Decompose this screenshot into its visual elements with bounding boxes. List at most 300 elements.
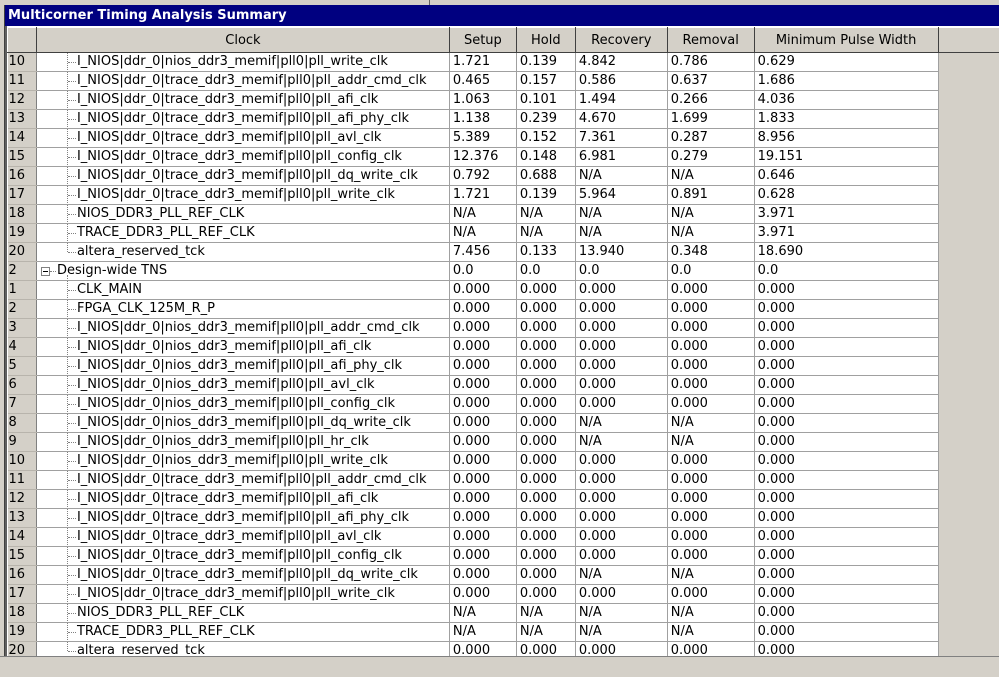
recovery-cell: 4.670 — [575, 110, 667, 129]
tree-connector — [37, 186, 77, 204]
table-row[interactable] — [8, 167, 999, 186]
mpw-cell: 0.628 — [754, 186, 938, 205]
removal-cell: 0.000 — [667, 357, 754, 376]
clock-cell — [36, 205, 449, 224]
clock-name: I_NIOS|ddr_0|nios_ddr3_memif|pll0|pll_afi_phy_clk — [77, 358, 402, 373]
tree-line — [68, 119, 76, 120]
row-filler — [938, 281, 999, 300]
mpw-cell: 0.646 — [754, 167, 938, 186]
mpw-cell: 0.000 — [754, 642, 938, 657]
tree-line — [68, 290, 76, 291]
recovery-cell: N/A — [575, 604, 667, 623]
header-setup[interactable]: Setup — [449, 28, 516, 53]
row-filler — [938, 604, 999, 623]
setup-cell: 0.0 — [449, 262, 516, 281]
recovery-cell: 0.000 — [575, 585, 667, 604]
table-row[interactable] — [8, 148, 999, 167]
tree-line — [68, 176, 76, 177]
hold-cell: 0.000 — [516, 471, 575, 490]
clock-name: I_NIOS|ddr_0|nios_ddr3_memif|pll0|pll_write_clk — [77, 54, 388, 69]
header-corner[interactable] — [8, 28, 37, 53]
setup-cell: 0.000 — [449, 471, 516, 490]
removal-cell: N/A — [667, 433, 754, 452]
tree-connector — [37, 72, 77, 90]
hold-cell: 0.133 — [516, 243, 575, 262]
tree-line — [68, 328, 76, 329]
removal-cell: 0.000 — [667, 528, 754, 547]
clock-cell — [36, 91, 449, 110]
tree-connector — [37, 281, 77, 299]
table-row[interactable] — [8, 72, 999, 91]
row-index: 13 — [8, 509, 37, 528]
tree-line — [68, 499, 76, 500]
hold-cell: N/A — [516, 623, 575, 642]
table-row[interactable] — [8, 528, 999, 547]
tree-connector — [37, 243, 77, 261]
tree-line — [67, 243, 68, 252]
mpw-cell: 0.000 — [754, 319, 938, 338]
hold-cell: 0.000 — [516, 452, 575, 471]
recovery-cell: 1.494 — [575, 91, 667, 110]
row-index: 10 — [8, 452, 37, 471]
tree-line — [68, 81, 76, 82]
tree-line — [68, 575, 76, 576]
recovery-cell: 0.000 — [575, 338, 667, 357]
recovery-cell: 0.000 — [575, 471, 667, 490]
row-index: 20 — [8, 243, 37, 262]
tree-connector — [37, 395, 77, 413]
clock-name: I_NIOS|ddr_0|trace_ddr3_memif|pll0|pll_afi_clk — [77, 92, 378, 107]
setup-cell: 0.000 — [449, 395, 516, 414]
clock-name: NIOS_DDR3_PLL_REF_CLK — [77, 605, 244, 620]
table-row[interactable] — [8, 471, 999, 490]
row-filler — [938, 53, 999, 72]
table-row[interactable] — [8, 490, 999, 509]
setup-cell: 0.792 — [449, 167, 516, 186]
row-filler — [938, 433, 999, 452]
header-clock[interactable]: Clock — [36, 28, 449, 53]
clock-cell — [36, 129, 449, 148]
row-filler — [938, 91, 999, 110]
mpw-cell: 3.971 — [754, 205, 938, 224]
removal-cell: 0.348 — [667, 243, 754, 262]
table-row[interactable] — [8, 547, 999, 566]
clock-name: I_NIOS|ddr_0|nios_ddr3_memif|pll0|pll_addr_cmd_clk — [77, 320, 420, 335]
removal-cell: 0.000 — [667, 300, 754, 319]
mpw-cell: 0.000 — [754, 414, 938, 433]
hold-cell: 0.000 — [516, 376, 575, 395]
setup-cell: 5.389 — [449, 129, 516, 148]
table-row[interactable] — [8, 91, 999, 110]
clock-cell — [36, 623, 449, 642]
hold-cell: 0.000 — [516, 414, 575, 433]
table-row[interactable] — [8, 186, 999, 205]
recovery-cell: N/A — [575, 433, 667, 452]
row-filler — [938, 167, 999, 186]
setup-cell: 0.465 — [449, 72, 516, 91]
row-filler — [938, 148, 999, 167]
hold-cell: 0.000 — [516, 281, 575, 300]
clock-cell — [36, 433, 449, 452]
hold-cell: 0.148 — [516, 148, 575, 167]
table-row[interactable] — [8, 129, 999, 148]
clock-name: I_NIOS|ddr_0|trace_ddr3_memif|pll0|pll_dq_write_clk — [77, 168, 418, 183]
clock-name: I_NIOS|ddr_0|trace_ddr3_memif|pll0|pll_write_clk — [77, 586, 395, 601]
tree-connector — [37, 148, 77, 166]
clock-cell — [36, 319, 449, 338]
setup-cell: 0.000 — [449, 414, 516, 433]
row-filler — [938, 566, 999, 585]
clock-cell — [36, 471, 449, 490]
recovery-cell: N/A — [575, 566, 667, 585]
table-row[interactable] — [8, 319, 999, 338]
tree-connector — [37, 566, 77, 584]
tree-line — [68, 157, 76, 158]
row-filler — [938, 357, 999, 376]
clock-cell — [36, 414, 449, 433]
table-row[interactable] — [8, 623, 999, 642]
row-filler — [938, 623, 999, 642]
removal-cell: 0.000 — [667, 471, 754, 490]
recovery-cell: 5.964 — [575, 186, 667, 205]
clock-name: I_NIOS|ddr_0|nios_ddr3_memif|pll0|pll_hr_clk — [77, 434, 369, 449]
clock-cell — [36, 376, 449, 395]
removal-cell: N/A — [667, 205, 754, 224]
table-row[interactable] — [8, 414, 999, 433]
header-mpw[interactable]: Minimum Pulse Width — [754, 28, 938, 53]
hold-cell: 0.000 — [516, 528, 575, 547]
recovery-cell: N/A — [575, 205, 667, 224]
removal-cell: 1.699 — [667, 110, 754, 129]
row-index: 17 — [8, 186, 37, 205]
hold-cell: N/A — [516, 604, 575, 623]
clock-cell — [36, 262, 449, 281]
mpw-cell: 0.629 — [754, 53, 938, 72]
hold-cell: 0.000 — [516, 642, 575, 657]
row-index: 19 — [8, 224, 37, 243]
tree-line — [68, 518, 76, 519]
header-recovery[interactable]: Recovery — [575, 28, 667, 53]
tree-line — [50, 271, 56, 272]
mpw-cell: 0.000 — [754, 471, 938, 490]
clock-name: CLK_MAIN — [77, 282, 142, 297]
mpw-cell: 1.686 — [754, 72, 938, 91]
clock-name: I_NIOS|ddr_0|trace_ddr3_memif|pll0|pll_avl_clk — [77, 130, 381, 145]
setup-cell: 0.000 — [449, 585, 516, 604]
tree-line — [68, 461, 76, 462]
mpw-cell: 0.000 — [754, 338, 938, 357]
removal-cell: 0.287 — [667, 129, 754, 148]
setup-cell: 0.000 — [449, 490, 516, 509]
setup-cell: 0.000 — [449, 376, 516, 395]
clock-name: I_NIOS|ddr_0|trace_ddr3_memif|pll0|pll_afi_phy_clk — [77, 111, 409, 126]
clock-name: I_NIOS|ddr_0|trace_ddr3_memif|pll0|pll_avl_clk — [77, 529, 381, 544]
removal-cell: 0.000 — [667, 547, 754, 566]
clock-cell — [36, 338, 449, 357]
table-row[interactable] — [8, 357, 999, 376]
removal-cell: N/A — [667, 414, 754, 433]
removal-cell: 0.000 — [667, 452, 754, 471]
setup-cell: 0.000 — [449, 452, 516, 471]
hold-cell: 0.157 — [516, 72, 575, 91]
row-filler — [938, 642, 999, 657]
tree-connector — [37, 338, 77, 356]
setup-cell: 0.000 — [449, 547, 516, 566]
removal-cell: 0.266 — [667, 91, 754, 110]
tree-line — [68, 442, 76, 443]
table-row[interactable] — [8, 205, 999, 224]
tree-expander[interactable] — [37, 262, 57, 280]
mpw-cell: 0.000 — [754, 376, 938, 395]
mpw-cell: 0.000 — [754, 566, 938, 585]
tree-line — [68, 556, 76, 557]
clock-cell — [36, 528, 449, 547]
tree-line — [68, 651, 76, 652]
row-filler — [938, 395, 999, 414]
table-row[interactable] — [8, 262, 999, 281]
table-row[interactable] — [8, 243, 999, 262]
clock-name: I_NIOS|ddr_0|trace_ddr3_memif|pll0|pll_addr_cmd_clk — [77, 73, 427, 88]
clock-name: I_NIOS|ddr_0|nios_ddr3_memif|pll0|pll_afi_clk — [77, 339, 371, 354]
clock-cell — [36, 224, 449, 243]
hold-cell: 0.139 — [516, 186, 575, 205]
tree-connector — [37, 528, 77, 546]
setup-cell: 1.063 — [449, 91, 516, 110]
setup-cell: 7.456 — [449, 243, 516, 262]
removal-cell: 0.000 — [667, 509, 754, 528]
clock-name: NIOS_DDR3_PLL_REF_CLK — [77, 206, 244, 221]
setup-cell: 0.000 — [449, 357, 516, 376]
clock-name: TRACE_DDR3_PLL_REF_CLK — [77, 225, 255, 240]
row-filler — [938, 72, 999, 91]
removal-cell: 0.786 — [667, 53, 754, 72]
mpw-cell: 18.690 — [754, 243, 938, 262]
timing-summary-window — [4, 5, 999, 656]
mpw-cell: 0.000 — [754, 452, 938, 471]
tree-connector — [37, 167, 77, 185]
mpw-cell: 0.000 — [754, 585, 938, 604]
recovery-cell: 0.0 — [575, 262, 667, 281]
recovery-cell: 13.940 — [575, 243, 667, 262]
tree-connector — [37, 224, 77, 242]
table-row[interactable] — [8, 53, 999, 72]
table-row[interactable] — [8, 281, 999, 300]
hold-cell: 0.000 — [516, 509, 575, 528]
hold-cell: 0.000 — [516, 300, 575, 319]
row-index: 15 — [8, 148, 37, 167]
row-index: 2 — [8, 300, 37, 319]
recovery-cell: 7.361 — [575, 129, 667, 148]
row-index: 14 — [8, 129, 37, 148]
tree-line — [68, 613, 76, 614]
tree-line — [68, 423, 76, 424]
removal-cell: 0.000 — [667, 376, 754, 395]
row-index: 3 — [8, 319, 37, 338]
setup-cell: N/A — [449, 604, 516, 623]
mpw-cell: 0.000 — [754, 357, 938, 376]
hold-cell: 0.000 — [516, 357, 575, 376]
clock-name: I_NIOS|ddr_0|nios_ddr3_memif|pll0|pll_dq_write_clk — [77, 415, 411, 430]
setup-cell: 0.000 — [449, 338, 516, 357]
removal-cell: N/A — [667, 224, 754, 243]
table-row[interactable] — [8, 604, 999, 623]
tree-line — [68, 309, 76, 310]
setup-cell: 0.000 — [449, 509, 516, 528]
tree-line — [68, 252, 76, 253]
clock-cell — [36, 167, 449, 186]
hold-cell: 0.000 — [516, 585, 575, 604]
recovery-cell: 6.981 — [575, 148, 667, 167]
clock-cell — [36, 53, 449, 72]
setup-cell: 1.721 — [449, 186, 516, 205]
table-row[interactable] — [8, 110, 999, 129]
row-index: 13 — [8, 110, 37, 129]
table-row[interactable] — [8, 300, 999, 319]
tree-connector — [37, 585, 77, 603]
row-index: 18 — [8, 205, 37, 224]
mpw-cell: 0.000 — [754, 281, 938, 300]
clock-name: I_NIOS|ddr_0|nios_ddr3_memif|pll0|pll_config_clk — [77, 396, 395, 411]
row-filler — [938, 319, 999, 338]
clock-cell — [36, 585, 449, 604]
row-filler — [938, 528, 999, 547]
removal-cell: 0.000 — [667, 642, 754, 657]
removal-cell: N/A — [667, 167, 754, 186]
hold-cell: 0.000 — [516, 338, 575, 357]
setup-cell: 12.376 — [449, 148, 516, 167]
mpw-cell: 0.000 — [754, 300, 938, 319]
recovery-cell: 0.000 — [575, 319, 667, 338]
recovery-cell: 0.000 — [575, 490, 667, 509]
table-row[interactable] — [8, 642, 999, 657]
clock-name: I_NIOS|ddr_0|trace_ddr3_memif|pll0|pll_dq_write_clk — [77, 567, 418, 582]
timing-table-container[interactable] — [7, 27, 999, 656]
row-filler — [938, 129, 999, 148]
mpw-cell: 0.000 — [754, 509, 938, 528]
tree-connector — [37, 623, 77, 641]
row-index: 16 — [8, 167, 37, 186]
header-filler — [938, 28, 999, 53]
table-row[interactable] — [8, 376, 999, 395]
row-index: 18 — [8, 604, 37, 623]
row-index: 2 — [8, 262, 37, 281]
clock-name: I_NIOS|ddr_0|trace_ddr3_memif|pll0|pll_afi_clk — [77, 491, 378, 506]
table-row[interactable] — [8, 433, 999, 452]
removal-cell: 0.000 — [667, 338, 754, 357]
table-row[interactable] — [8, 224, 999, 243]
clock-cell — [36, 509, 449, 528]
hold-cell: 0.152 — [516, 129, 575, 148]
mpw-cell: 3.971 — [754, 224, 938, 243]
tree-connector — [37, 604, 77, 622]
tree-line — [68, 366, 76, 367]
tree-connector — [37, 110, 77, 128]
row-index: 10 — [8, 53, 37, 72]
row-filler — [938, 490, 999, 509]
header-removal[interactable]: Removal — [667, 28, 754, 53]
tree-connector — [37, 433, 77, 451]
removal-cell: 0.000 — [667, 490, 754, 509]
collapse-icon[interactable] — [41, 267, 50, 276]
row-index: 7 — [8, 395, 37, 414]
row-filler — [938, 300, 999, 319]
tree-connector — [37, 53, 77, 71]
clock-cell — [36, 281, 449, 300]
mpw-cell: 0.000 — [754, 623, 938, 642]
horizontal-scrollbar[interactable] — [0, 656, 999, 677]
removal-cell: N/A — [667, 623, 754, 642]
hold-cell: 0.239 — [516, 110, 575, 129]
mpw-cell: 0.0 — [754, 262, 938, 281]
setup-cell: 1.721 — [449, 53, 516, 72]
clock-cell — [36, 395, 449, 414]
tree-connector — [37, 471, 77, 489]
clock-cell — [36, 186, 449, 205]
table-row[interactable] — [8, 585, 999, 604]
setup-cell: N/A — [449, 623, 516, 642]
tree-connector — [37, 357, 77, 375]
tree-line — [68, 233, 76, 234]
table-row[interactable] — [8, 452, 999, 471]
row-filler — [938, 186, 999, 205]
recovery-cell: 0.000 — [575, 376, 667, 395]
setup-cell: 0.000 — [449, 528, 516, 547]
tree-connector — [37, 129, 77, 147]
header-hold[interactable]: Hold — [516, 28, 575, 53]
tree-line — [67, 642, 68, 651]
clock-name: TRACE_DDR3_PLL_REF_CLK — [77, 624, 255, 639]
mpw-cell: 0.000 — [754, 433, 938, 452]
table-row[interactable] — [8, 566, 999, 585]
removal-cell: 0.000 — [667, 319, 754, 338]
recovery-cell: 0.000 — [575, 528, 667, 547]
recovery-cell: 0.000 — [575, 281, 667, 300]
row-filler — [938, 376, 999, 395]
clock-name: FPGA_CLK_125M_R_P — [77, 301, 215, 316]
clock-cell — [36, 357, 449, 376]
removal-cell: 0.000 — [667, 585, 754, 604]
row-index: 17 — [8, 585, 37, 604]
clock-cell — [36, 547, 449, 566]
clock-cell — [36, 300, 449, 319]
tree-line — [68, 195, 76, 196]
tree-connector — [37, 642, 77, 656]
hold-cell: 0.139 — [516, 53, 575, 72]
mpw-cell: 4.036 — [754, 91, 938, 110]
removal-cell: 0.279 — [667, 148, 754, 167]
table-body — [8, 53, 999, 657]
recovery-cell: 0.586 — [575, 72, 667, 91]
mpw-cell: 19.151 — [754, 148, 938, 167]
tree-line — [68, 404, 76, 405]
recovery-cell: 0.000 — [575, 300, 667, 319]
hold-cell: 0.000 — [516, 566, 575, 585]
hold-cell: 0.000 — [516, 319, 575, 338]
row-index: 9 — [8, 433, 37, 452]
hold-cell: 0.000 — [516, 395, 575, 414]
table-row[interactable] — [8, 338, 999, 357]
row-index: 14 — [8, 528, 37, 547]
row-filler — [938, 262, 999, 281]
clock-cell — [36, 566, 449, 585]
recovery-cell: 0.000 — [575, 395, 667, 414]
setup-cell: N/A — [449, 224, 516, 243]
table-row[interactable] — [8, 395, 999, 414]
row-index: 12 — [8, 91, 37, 110]
row-filler — [938, 224, 999, 243]
table-row[interactable] — [8, 509, 999, 528]
clock-name: altera_reserved_tck — [77, 643, 205, 656]
